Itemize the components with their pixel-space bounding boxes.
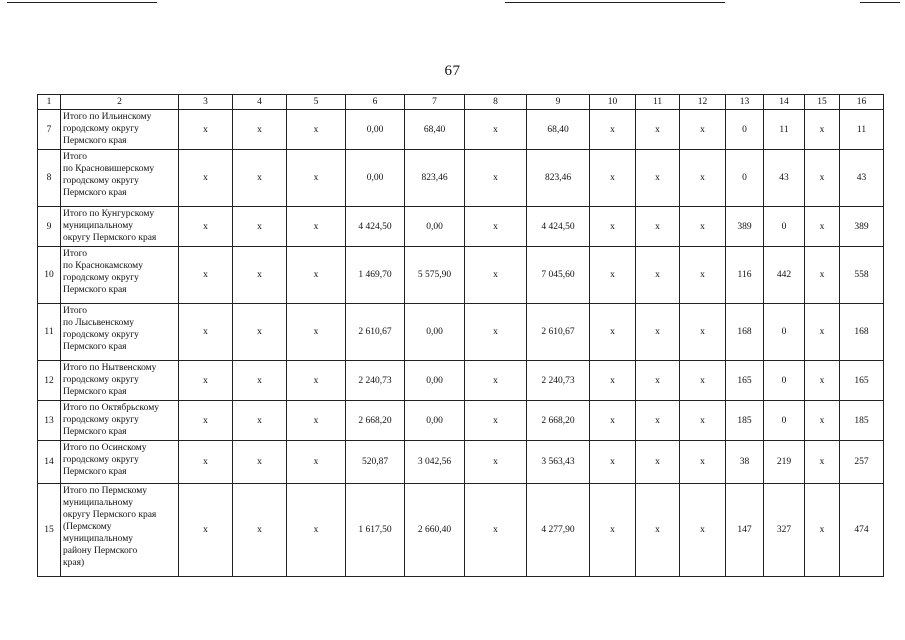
- value-cell: х: [636, 110, 680, 150]
- column-number: 4: [233, 95, 287, 110]
- name-line: городскому округу: [63, 124, 139, 134]
- value-cell: х: [805, 361, 840, 401]
- value-cell: 389: [726, 207, 764, 247]
- column-number: 7: [405, 95, 465, 110]
- value-cell: х: [233, 401, 287, 441]
- value-cell: х: [636, 247, 680, 304]
- value-cell: 1 469,70: [346, 247, 405, 304]
- value-cell: 442: [764, 247, 805, 304]
- name-line: Итого по Пермскому: [63, 486, 148, 496]
- column-number: 6: [346, 95, 405, 110]
- value-cell: х: [680, 207, 726, 247]
- value-cell: 3 042,56: [405, 441, 465, 484]
- name-line: Пермского края: [63, 427, 127, 437]
- name-line: Пермского края: [63, 342, 127, 352]
- value-cell: 168: [726, 304, 764, 361]
- value-cell: х: [233, 441, 287, 484]
- value-cell: 147: [726, 484, 764, 577]
- value-cell: х: [805, 150, 840, 207]
- value-cell: 4 277,90: [527, 484, 590, 577]
- value-cell: х: [805, 207, 840, 247]
- value-cell: х: [179, 207, 233, 247]
- value-cell: х: [233, 247, 287, 304]
- top-rule-mid: [505, 2, 725, 3]
- territory-name-cell: [61, 304, 179, 361]
- value-cell: х: [805, 401, 840, 441]
- column-number: 8: [465, 95, 527, 110]
- row-number-cell: 13: [38, 401, 61, 441]
- value-cell: 116: [726, 247, 764, 304]
- value-cell: х: [805, 110, 840, 150]
- value-cell: 2 668,20: [527, 401, 590, 441]
- value-cell: 0: [764, 207, 805, 247]
- name-line: Итого по Октябрьскому: [63, 403, 159, 413]
- value-cell: х: [636, 361, 680, 401]
- value-cell: х: [287, 484, 346, 577]
- value-cell: х: [465, 207, 527, 247]
- column-number: 16: [840, 95, 884, 110]
- value-cell: х: [233, 304, 287, 361]
- column-number: 2: [61, 95, 179, 110]
- value-cell: х: [680, 441, 726, 484]
- value-cell: х: [680, 304, 726, 361]
- value-cell: 0,00: [405, 361, 465, 401]
- table-row: [38, 304, 884, 361]
- value-cell: 4 424,50: [527, 207, 590, 247]
- value-cell: х: [287, 247, 346, 304]
- name-line: по Красновишерскому: [63, 164, 155, 174]
- name-line: Пермского края: [63, 136, 127, 146]
- value-cell: 43: [840, 150, 884, 207]
- row-number-cell: 8: [38, 150, 61, 207]
- value-cell: х: [179, 247, 233, 304]
- value-cell: 2 660,40: [405, 484, 465, 577]
- territory-name-cell: [61, 361, 179, 401]
- row-number-cell: 9: [38, 207, 61, 247]
- value-cell: х: [465, 110, 527, 150]
- value-cell: 11: [840, 110, 884, 150]
- value-cell: х: [590, 484, 636, 577]
- value-cell: х: [287, 361, 346, 401]
- row-number-cell: 10: [38, 247, 61, 304]
- name-line: по Лысьвенскому: [63, 318, 134, 328]
- value-cell: х: [805, 247, 840, 304]
- data-table: [37, 94, 884, 577]
- value-cell: х: [287, 207, 346, 247]
- name-line: Пермского края: [63, 467, 127, 477]
- territory-name-cell: [61, 110, 179, 150]
- value-cell: х: [805, 304, 840, 361]
- value-cell: х: [179, 401, 233, 441]
- table-body: [38, 95, 884, 577]
- value-cell: х: [179, 150, 233, 207]
- value-cell: х: [636, 484, 680, 577]
- column-number: 10: [590, 95, 636, 110]
- row-number-cell: 12: [38, 361, 61, 401]
- value-cell: х: [680, 110, 726, 150]
- value-cell: х: [590, 110, 636, 150]
- table-row: [38, 484, 884, 577]
- value-cell: х: [179, 484, 233, 577]
- value-cell: 0: [764, 361, 805, 401]
- column-number-header: [38, 95, 884, 110]
- value-cell: х: [590, 150, 636, 207]
- value-cell: 4 424,50: [346, 207, 405, 247]
- value-cell: х: [465, 361, 527, 401]
- name-line: края): [63, 558, 85, 568]
- value-cell: 2 610,67: [527, 304, 590, 361]
- value-cell: 219: [764, 441, 805, 484]
- column-number: 11: [636, 95, 680, 110]
- value-cell: 2 240,73: [346, 361, 405, 401]
- value-cell: х: [680, 401, 726, 441]
- value-cell: 257: [840, 441, 884, 484]
- value-cell: 2 610,67: [346, 304, 405, 361]
- name-line: району Пермского: [63, 546, 138, 556]
- name-line: Итого по Ильинскому: [63, 112, 152, 122]
- value-cell: х: [805, 441, 840, 484]
- value-cell: х: [465, 401, 527, 441]
- column-number: 9: [527, 95, 590, 110]
- value-cell: х: [287, 401, 346, 441]
- value-cell: х: [465, 441, 527, 484]
- value-cell: 11: [764, 110, 805, 150]
- value-cell: 165: [726, 361, 764, 401]
- value-cell: 327: [764, 484, 805, 577]
- value-cell: 43: [764, 150, 805, 207]
- value-cell: х: [233, 361, 287, 401]
- territory-name-cell: [61, 401, 179, 441]
- value-cell: х: [287, 441, 346, 484]
- table-row: [38, 150, 884, 207]
- value-cell: 3 563,43: [527, 441, 590, 484]
- value-cell: 68,40: [527, 110, 590, 150]
- value-cell: 7 045,60: [527, 247, 590, 304]
- value-cell: х: [680, 484, 726, 577]
- name-line: Итого по Кунгурскому: [63, 209, 155, 219]
- name-line: округу Пермского края: [63, 510, 157, 520]
- name-line: Пермского края: [63, 188, 127, 198]
- value-cell: х: [636, 207, 680, 247]
- value-cell: х: [590, 247, 636, 304]
- row-number-cell: 15: [38, 484, 61, 577]
- column-number: 14: [764, 95, 805, 110]
- value-cell: 185: [726, 401, 764, 441]
- value-cell: х: [287, 150, 346, 207]
- name-line: городскому округу: [63, 330, 139, 340]
- value-cell: 0,00: [405, 207, 465, 247]
- table-row: [38, 401, 884, 441]
- value-cell: х: [590, 207, 636, 247]
- value-cell: х: [680, 361, 726, 401]
- territory-name-cell: [61, 207, 179, 247]
- value-cell: х: [179, 441, 233, 484]
- value-cell: х: [465, 247, 527, 304]
- name-line: городскому округу: [63, 455, 139, 465]
- name-line: Итого: [63, 249, 88, 259]
- name-line: Итого: [63, 152, 88, 162]
- value-cell: 0: [764, 401, 805, 441]
- row-number-cell: 11: [38, 304, 61, 361]
- value-cell: х: [590, 401, 636, 441]
- value-cell: 185: [840, 401, 884, 441]
- name-line: муниципальному: [63, 221, 133, 231]
- value-cell: х: [233, 150, 287, 207]
- value-cell: х: [179, 304, 233, 361]
- value-cell: х: [590, 304, 636, 361]
- name-line: Итого по Осинскому: [63, 443, 147, 453]
- page-number: 67: [444, 63, 461, 79]
- territory-name-cell: [61, 150, 179, 207]
- value-cell: 1 617,50: [346, 484, 405, 577]
- territory-name-cell: [61, 441, 179, 484]
- table-row: [38, 441, 884, 484]
- table-row: [38, 361, 884, 401]
- value-cell: х: [636, 304, 680, 361]
- column-number: 3: [179, 95, 233, 110]
- value-cell: 0: [726, 150, 764, 207]
- value-cell: 389: [840, 207, 884, 247]
- value-cell: х: [179, 361, 233, 401]
- table-row: [38, 207, 884, 247]
- value-cell: х: [233, 484, 287, 577]
- value-cell: 5 575,90: [405, 247, 465, 304]
- value-cell: 0: [726, 110, 764, 150]
- value-cell: 0,00: [346, 110, 405, 150]
- value-cell: 168: [840, 304, 884, 361]
- territory-name-cell: [61, 247, 179, 304]
- value-cell: х: [179, 110, 233, 150]
- column-number: 5: [287, 95, 346, 110]
- row-number-cell: 7: [38, 110, 61, 150]
- table-row: [38, 110, 884, 150]
- value-cell: х: [636, 441, 680, 484]
- column-number: 1: [38, 95, 61, 110]
- value-cell: х: [465, 304, 527, 361]
- column-number: 12: [680, 95, 726, 110]
- value-cell: 0,00: [346, 150, 405, 207]
- value-cell: х: [680, 247, 726, 304]
- value-cell: 165: [840, 361, 884, 401]
- value-cell: 0: [764, 304, 805, 361]
- value-cell: 38: [726, 441, 764, 484]
- value-cell: х: [636, 150, 680, 207]
- name-line: Итого по Нытвенскому: [63, 363, 157, 373]
- name-line: муниципальному: [63, 534, 133, 544]
- value-cell: 0,00: [405, 304, 465, 361]
- value-cell: 558: [840, 247, 884, 304]
- name-line: городскому округу: [63, 176, 139, 186]
- column-number: 15: [805, 95, 840, 110]
- name-line: городскому округу: [63, 375, 139, 385]
- name-line: городскому округу: [63, 415, 139, 425]
- value-cell: х: [465, 150, 527, 207]
- value-cell: 823,46: [405, 150, 465, 207]
- value-cell: х: [287, 304, 346, 361]
- value-cell: 520,87: [346, 441, 405, 484]
- value-cell: х: [233, 110, 287, 150]
- value-cell: х: [465, 484, 527, 577]
- top-rule-right: [860, 2, 900, 3]
- territory-name-cell: [61, 484, 179, 577]
- value-cell: 823,46: [527, 150, 590, 207]
- value-cell: х: [680, 150, 726, 207]
- name-line: Пермского края: [63, 387, 127, 397]
- row-number-cell: 14: [38, 441, 61, 484]
- name-line: округу Пермского края: [63, 233, 157, 243]
- value-cell: 68,40: [405, 110, 465, 150]
- name-line: по Краснокамскому: [63, 261, 143, 271]
- value-cell: х: [233, 207, 287, 247]
- name-line: муниципальному: [63, 498, 133, 508]
- value-cell: х: [805, 484, 840, 577]
- name-line: (Пермскому: [63, 522, 112, 532]
- value-cell: 474: [840, 484, 884, 577]
- name-line: Итого: [63, 306, 88, 316]
- value-cell: 0,00: [405, 401, 465, 441]
- value-cell: х: [590, 441, 636, 484]
- top-rule-left: [7, 2, 157, 3]
- value-cell: х: [287, 110, 346, 150]
- value-cell: 2 668,20: [346, 401, 405, 441]
- value-cell: х: [590, 361, 636, 401]
- column-number: 13: [726, 95, 764, 110]
- value-cell: х: [636, 401, 680, 441]
- name-line: Пермского края: [63, 285, 127, 295]
- table-row: [38, 247, 884, 304]
- name-line: городскому округу: [63, 273, 139, 283]
- value-cell: 2 240,73: [527, 361, 590, 401]
